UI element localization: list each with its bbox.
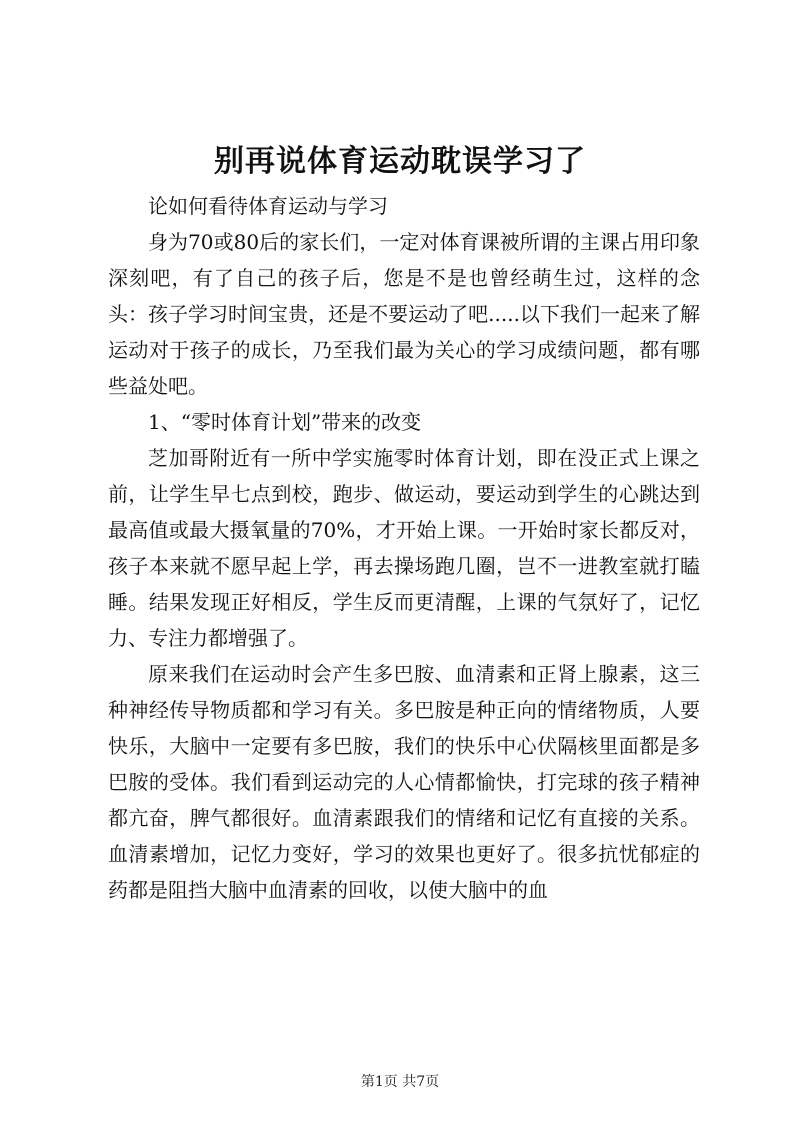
document-body bbox=[108, 188, 700, 908]
paragraph-chicago-school: 芝加哥附近有一所中学实施零时体育计划，即在没正式上课之前，让学生早七点到校，跑步、做运动，要运动到学生的心跳达到最高值或最大摄氧量的70%，才开始上课。一开始时家长都反对，孩子本来就不愿早起上学，再去操场跑几圈，岂不一进教室就打瞌睡。结果发现正好相反，学生反而更清醒，上课的气氛好了，记忆力、专注力都增强了。 bbox=[108, 446, 700, 650]
document-title: 别再说体育运动耽误学习了 bbox=[214, 144, 586, 179]
paragraph-neurotransmitters: 原来我们在运动时会产生多巴胺、血清素和正肾上腺素，这三种神经传导物质都和学习有关。多巴胺是种正向的情绪物质，人要快乐，大脑中一定要有多巴胺，我们的快乐中心伏隔核里面都是多巴胺的受体。我们看到运动完的人心情都愉快，打完球的孩子精神都亢奋，脾气都很好。血清素跟我们的情绪和记忆有直接的关系。血清素增加，记忆力变好，学习的效果也更好了。很多抗忧郁症的药都是阻挡大脑中血清素的回收，以使大脑中的血 bbox=[108, 662, 700, 902]
page-number-footer: 第1页 共7页 bbox=[360, 1074, 440, 1090]
paragraph-section-heading: 1、“零时体育计划”带来的改变 bbox=[148, 410, 422, 434]
paragraph-subtitle: 论如何看待体育运动与学习 bbox=[148, 194, 388, 218]
paragraph-intro: 身为70或80后的家长们，一定对体育课被所谓的主课占用印象深刻吧，有了自己的孩子后，您是不是也曾经萌生过，这样的念头：孩子学习时间宝贵，还是不要运动了吧.....以下我们一起来了解运动对于孩子的成长，乃至我们最为关心的学习成绩问题，都有哪些益处吧。 bbox=[108, 230, 700, 398]
